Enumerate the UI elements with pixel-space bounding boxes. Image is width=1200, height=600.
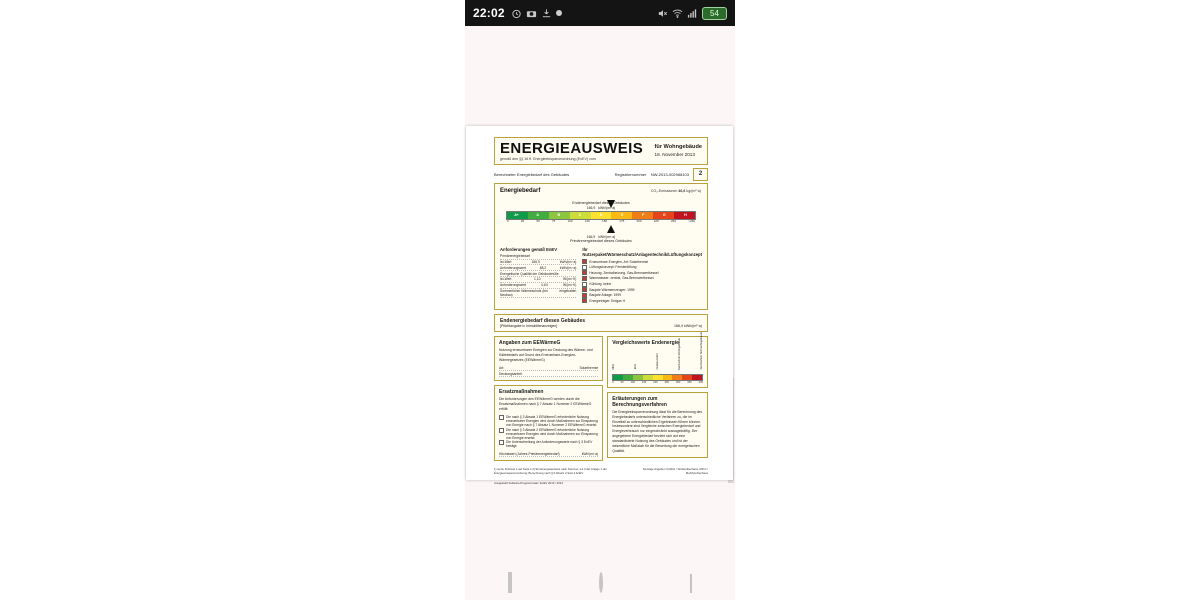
check-label: Lüftungskonzept: Fensterlüftung [589, 265, 637, 270]
class-label: D [599, 212, 603, 217]
kv-row [499, 371, 598, 377]
co2-emissions [651, 189, 701, 193]
tick: 50 [536, 219, 540, 224]
energieausweis-document [494, 137, 708, 486]
comparison-bar [612, 374, 703, 381]
checkbox-icon [582, 270, 587, 275]
check-label: Baujahr Wärmeerzeuger: 1999 [589, 287, 635, 292]
check-item [499, 440, 598, 449]
comparison-label: Durchschnitt Wohngebäude [678, 337, 682, 370]
title-subtitle: gemäß den §§ 16 ff. Energieeinsparverordnung (EnEV) vom [500, 156, 596, 161]
kv-val: 88,2 [539, 265, 547, 270]
checkbox-icon [582, 282, 587, 287]
comparison-box [607, 332, 708, 388]
requirements-columns [500, 247, 702, 303]
ersatzmassnahmen-head: Ersatzmaßnahmen [499, 389, 544, 396]
check-label: Die nach § 3 Absatz 2 EEWärmeG erforderliche Nutzung erneuerbarer Energien wird durch Maßnahmen zur Einsparung von Energie ersetzt. [506, 427, 598, 440]
document-title-box [494, 137, 708, 165]
checkbox-icon [499, 440, 504, 445]
reg-value: NW-2013-002968103 [650, 171, 689, 177]
tick: 150 [641, 380, 647, 384]
mute-icon [657, 8, 668, 19]
status-bar [465, 0, 735, 26]
tick: 100 [567, 219, 573, 224]
recents-button[interactable] [508, 574, 512, 592]
co2-label: CO₂-Emissionen [650, 188, 678, 193]
result-label-wrap [500, 318, 585, 328]
scale-top-value: 166,9 [586, 205, 596, 210]
lower-section [494, 332, 708, 466]
requirements-head: Anforderungen gemäß EnEV [500, 247, 558, 253]
kv-key: Anforderungswert [500, 283, 527, 288]
title-right [655, 144, 702, 158]
co2-unit: kg/(m²·a) [686, 188, 701, 193]
class-label: C [578, 212, 582, 217]
title-for-buildings: für Wohngebäude [654, 144, 702, 151]
scale-top-unit: kWh/(m²·a) [598, 205, 616, 210]
kv-key: Ist-Wert [500, 260, 512, 265]
result-value: 166,9 kWh/(m²·a) [674, 323, 702, 328]
class-label: H [684, 212, 687, 217]
kv-key: Primärenergiebedarf [500, 254, 531, 259]
document-viewer[interactable] [465, 26, 735, 566]
checkbox-icon [582, 265, 587, 270]
tick: 50 [620, 380, 624, 384]
result-label: Endenergiebedarf dieses Gebäudes [500, 317, 586, 324]
class-label: A+ [514, 212, 519, 217]
eewaermeg-text: Nutzung erneuerbarer Energien zur Deckung des Wärme- und Kältebedarfs auf Grund des Erneuerbare-Energien-Wärmegesetzes (EEWärmeG) [499, 347, 593, 362]
document-header-row [494, 168, 708, 181]
comparison-label: Durchschnitt Nichtwohngebäude [700, 332, 703, 370]
result-box [494, 314, 708, 332]
kv-val: eingehalten [559, 288, 577, 293]
check-item [499, 427, 598, 440]
co2-value: 46,6 [678, 188, 686, 193]
scale-bottom-label: Primärenergiebedarf dieses Gebäudes [570, 239, 632, 244]
page-title: ENERGIEAUSWEIS [500, 139, 644, 157]
class-label: A [536, 212, 539, 217]
scale-bottom-unit: kWh/(m²·a) [598, 235, 616, 240]
check-label: Warmwasser: zentral, Gas-Brennwertkessel [589, 276, 654, 281]
class-label: E [620, 212, 624, 217]
phone-screen [465, 0, 735, 600]
checkbox-icon [499, 428, 504, 433]
energy-demand-box [494, 183, 708, 310]
energy-scale [506, 201, 696, 244]
requirements-left [500, 247, 576, 303]
kv-key: Ist-Wert [500, 277, 512, 282]
class-label: G [662, 212, 666, 217]
tick: 125 [584, 219, 590, 224]
android-nav-bar [465, 566, 735, 600]
checkbox-icon [582, 259, 587, 264]
kv-val: kWh/(m²·a) [581, 452, 599, 457]
class-label: F [642, 212, 645, 217]
battery-indicator: 54 [702, 7, 727, 20]
title-left [500, 141, 643, 161]
tick: 300 [675, 380, 681, 384]
kv-unit: W/(m²·K) [563, 277, 577, 282]
eewaermeg-box [494, 336, 603, 381]
back-button[interactable] [690, 574, 692, 592]
comparison-head: Vergleichswerte Endenergie [612, 339, 679, 346]
page-number-badge: 2 [693, 168, 708, 181]
kv-unit: W/(m²·K) [563, 283, 577, 288]
comparison-label: MFH [612, 364, 616, 370]
signal-icon [687, 8, 698, 19]
tick: 200 [636, 219, 642, 224]
kv-key: Höchstwert (Jahres-Primärenergiebedarf) [499, 452, 560, 457]
tick: >250 [688, 219, 695, 224]
tick: 150 [602, 219, 608, 224]
lower-left-column [494, 336, 603, 466]
kv-key: Sommerlicher Wärmeschutz (bei Neubau) [500, 288, 548, 297]
marker-top-icon [607, 200, 615, 208]
document-page[interactable] [466, 126, 733, 486]
result-sublabel: [Pflichtangabe in Immobilienanzeigen] [500, 323, 558, 328]
requirements-right [582, 247, 702, 303]
scale-bottom-value: 166,9 [586, 235, 596, 240]
kv-unit: kWh/(m²·a) [559, 260, 577, 265]
tick: 100 [630, 380, 635, 384]
checkbox-icon [582, 298, 587, 303]
comparison-ticks [612, 381, 703, 384]
dot-icon [556, 10, 562, 16]
comparison-label: Neubau EnEV [656, 353, 660, 370]
kv-val: Solarthermie [579, 365, 599, 370]
tick: 350 [687, 380, 692, 384]
check-item [582, 298, 702, 304]
technology-head: Ihr Nutzerpaket/Wärmeschutz/Anlagentechnik/Lüftungskonzept [582, 247, 702, 258]
status-clock: 22:02 [473, 6, 505, 20]
scale-class-labels [506, 212, 696, 219]
checkbox-icon [582, 293, 587, 298]
ersatzmassnahmen-box [494, 385, 603, 461]
wifi-icon [672, 8, 683, 19]
check-label: Kühlung: keine [589, 282, 612, 287]
reg-label: Registriernummer [614, 171, 647, 177]
footnote-right: Sonstige Angaben 3) EFH = Einfamilienhaus, MFH = Mehrfamilienhaus [642, 467, 708, 476]
camera-icon [526, 8, 537, 19]
marker-bottom-wrap [506, 223, 696, 235]
explanations-text: Die Energieeinsparverordnung lässt für die Berechnung des Energiebedarfs unterschiedliche Verfahren zu, die im Einzelfall zu unterschiedlichen Ergebnissen führen können. Insbesondere sind Vergleiche zwischen Energiebedarf und Energieverbrauch nur eingeschränkt aussagekräftig. Der angegebene Energiebedarf bezieht sich auf eine standardisierte Nutzung des Gebäudes und ist der wesentliche Maßstab für die Bewertung der energetischen Qualität. [612, 409, 703, 454]
scale-top-values [506, 206, 696, 210]
kv-val: 166,9 [531, 260, 540, 265]
comparison-label: EFH [634, 364, 638, 370]
check-label: Baujahr Anlage: 1999 [589, 293, 621, 298]
kv-val: 1,10 [534, 277, 541, 282]
kv-key: Anforderungswert [500, 265, 527, 270]
ersatzmassnahmen-text: Die Anforderungen des EEWärmeG werden durch die Ersatzmaßnahmen nach § 7 Absatz 1 Nummer 2 EEWärmeG erfüllt: [499, 397, 592, 411]
explanations-box [607, 392, 708, 458]
tick: 175 [619, 219, 625, 224]
checkbox-icon [582, 276, 587, 281]
explanations-head: Erläuterungen zum Berechnungsverfahren [612, 395, 667, 408]
tick: 250 [664, 380, 669, 384]
document-footnotes [494, 467, 708, 475]
alarm-icon [511, 8, 522, 19]
tick: 250 [670, 219, 676, 224]
class-label: B [557, 212, 561, 217]
kv-key: Art: [499, 365, 505, 370]
scale-top-label: Endenergiebedarf dieses Gebäudes [572, 200, 630, 205]
check-item [499, 415, 598, 428]
header-left-label: Berechneter Energiebedarf des Gebäudes [494, 171, 570, 177]
checkbox-icon [582, 287, 587, 292]
home-button[interactable] [599, 574, 603, 592]
kv-key: Deckungsanteil: [499, 371, 523, 376]
status-right-icons [657, 7, 727, 20]
title-regulation-date: 18. November 2013 [654, 151, 695, 157]
kv-row [499, 452, 598, 458]
kv-row [500, 289, 576, 299]
tick: 75 [552, 219, 556, 224]
check-label: Energieträger: Erdgas H [589, 298, 625, 303]
tick: 400 [698, 380, 703, 384]
section-title: Energiebedarf [500, 187, 541, 194]
check-label: Die Unterschreitung der Anforderungswerte nach § 3 EnEV beträgt: [506, 440, 593, 449]
kv-unit: kWh/(m²·a) [559, 265, 577, 270]
kv-key: Energetische Qualität der Gebäudehülle [500, 271, 559, 276]
tick: 0 [507, 219, 509, 224]
tick: 200 [653, 380, 658, 384]
tick: 25 [520, 219, 525, 224]
eewaermeg-head: Angaben zum EEWärmeG [499, 339, 561, 346]
check-label: Die nach § 3 Absatz 1 EEWärmeG erforderliche Nutzung erneuerbarer Energien wird durch Maßnahmen zur Einsparung von Energie nach § 7 Absatz 1 Nummer 2 EEWärmeG ersetzt. [506, 415, 598, 428]
footnote-left: 1) siehe Fußnote 1 auf Seite 1 2) Ein Energieausweis nach Nummer 1.2.3 der Anlage 1 der Energieeinsparverordnung; Berechnung nach § 9 Absatz 2 Satz 2 EnEV [494, 467, 607, 476]
check-label: Heizung: Zentralheizung, Gas-Brennwertkessel [589, 270, 659, 275]
marker-bottom-icon [607, 225, 615, 233]
check-label: Erneuerbare Energien, Art: Solarthermie [589, 259, 649, 264]
checkbox-icon [499, 415, 504, 420]
lower-right-column [607, 332, 708, 466]
publisher-footer: Ausgestellt Software-Programmsatz: EnEV 2013 / 2014 [494, 481, 563, 486]
status-left-icons [511, 8, 562, 19]
tick: 225 [653, 219, 659, 224]
kv-val: 0,64 [541, 283, 548, 288]
registration-number [615, 172, 689, 177]
download-icon [541, 8, 552, 19]
tick: 0 [612, 380, 614, 384]
